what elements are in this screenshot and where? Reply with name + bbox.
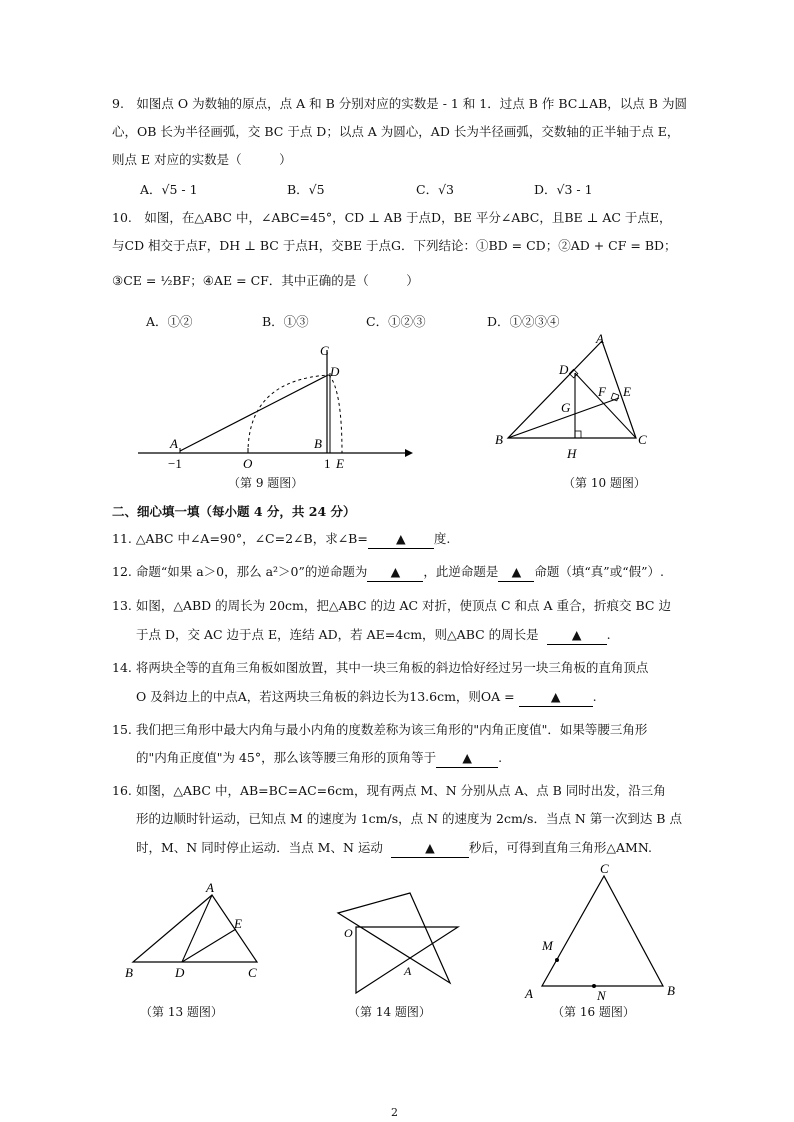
q12-mid: ，此逆命题是 [423,564,499,579]
q9-option-c: C．√3 [416,182,454,197]
q9-line-2: 心，OB 长为半径画弧，交 BC 于点 D；以点 A 为圆心，AD 长为半径画弧，交数轴的正半轴于点 E， [112,124,680,139]
q11-post: 度. [433,531,451,546]
q14-text: O 及斜边上的中点A，若这两块三角板的斜边长为13.6cm，则OA = [136,689,515,704]
q15-line-1: 15. 我们把三角形中最大内角与最小内角的度数差称为该三角形的"内角正度值"．如果等腰三角形 [112,722,648,737]
label-a: A [525,986,533,1001]
q13-line-1: 13. 如图，△ABD 的周长为 20cm，把△ABC 的边 AC 对折，使顶点 C 和点 A 重合，折痕交 BC 边 [112,598,671,613]
q11-text: 11. △ABC 中∠A=90°，∠C=2∠B，求∠B= [112,531,368,546]
point-m [555,958,559,962]
label-g: G [561,400,571,415]
label-c: C [638,432,647,447]
q10-line-3: ③CE = ½BF；④AE = CF．其中正确的是（ ） [112,273,419,288]
label-a: A [596,331,604,346]
label-b: B [125,965,133,980]
q15-text: 的"内角正度值"为 45°，那么该等腰三角形的顶角等于 [136,750,437,765]
segment-ad [182,895,212,962]
label-a: A [206,880,214,895]
label-e: E [623,384,631,399]
label-d: D [559,362,569,377]
label-e: E [234,916,242,931]
q10-option-c: C．①②③ [366,314,426,329]
q9-line-3: 则点 E 对应的实数是（ ） [112,152,292,167]
q13-post: . [606,627,611,642]
q16-line-1: 16. 如图，△ABC 中，AB=BC=AC=6cm，现有两点 M、N 分别从点 A、点 B 同时出发，沿三角 [112,783,666,798]
q11-answer-blank[interactable]: ▲ [368,530,434,549]
q16-text: 时，M、N 同时停止运动．当点 M、N 运动 [136,840,383,855]
line-cd [575,373,636,438]
q12-text: 12. 命题“如果 a＞0，那么 a²＞0”的逆命题为 [112,564,368,579]
segment-de [182,929,236,962]
figure-13 [120,877,270,982]
arc-de [329,375,342,453]
label-b: B [667,983,675,998]
q11 [112,530,450,549]
q16-line-3 [136,839,652,858]
label-o: O [243,456,253,471]
q10-option-d: D．①②③④ [487,314,560,329]
q15-post: . [498,750,503,765]
figure-10-caption: （第 10 题图） [563,476,646,490]
q13-line-2 [136,626,611,645]
label-one: 1 [324,456,331,471]
q9-option-a: A．√5 - 1 [140,182,198,197]
q12-post: 命题（填“真”或“假”）. [534,564,664,579]
q9-option-d: D．√3 - 1 [534,182,593,197]
q15-line-2 [136,749,502,768]
label-n: N [597,988,606,1003]
section-2-title: 二、细心填一填（每小题 4 分，共 24 分） [112,504,356,519]
label-c: C [600,861,609,876]
label-m: M [542,938,553,953]
triangle-1 [338,893,450,983]
label-a: A [170,436,178,451]
q14-answer-blank[interactable]: ▲ [519,688,593,707]
triangle-abc [542,876,663,986]
figure-14-caption: （第 14 题图） [348,1005,431,1019]
figure-13-caption: （第 13 题图） [140,1005,223,1019]
figure-14 [330,885,465,1000]
q14-line-1: 14. 将两块全等的直角三角板如图放置，其中一块三角板的斜边恰好经过另一块三角板的直角顶点 [112,660,649,675]
q14-line-2 [136,688,597,707]
label-b: B [495,432,503,447]
label-d: D [330,364,340,379]
q16-answer-blank[interactable]: ▲ [391,839,469,858]
right-angle-h [575,431,581,438]
figure-16-caption: （第 16 题图） [552,1005,635,1019]
q12-answer-blank-1[interactable]: ▲ [367,563,423,582]
q9-line-1: 9. 如图点 O 为数轴的原点，点 A 和 B 分别对应的实数是 - 1 和 1．过点 B 作 BC⊥AB，以点 B 为圆 [112,96,687,111]
q16-line-2: 形的边顺时针运动，已知点 M 的速度为 1cm/s，点 N 的速度为 2cm/s．当点 N 第一次到达 B 点 [136,811,682,826]
label-e: E [336,456,344,471]
page-number: 2 [391,1106,398,1119]
q10-line-2: 与CD 相交于点F，DH ⊥ BC 于点H，交BE 于点G．下列结论：①BD = CD；②AD + CF = BD； [112,238,677,253]
axis-arrow [405,449,413,457]
label-d: D [175,965,185,980]
figure-9-caption: （第 9 题图） [228,476,304,490]
q10-option-b: B．①③ [262,314,309,329]
q9-option-b: B．√5 [287,182,325,197]
q16-post: 秒后，可得到直角三角形△AMN. [468,840,652,855]
label-a: A [404,964,412,978]
q13-text: 于点 D，交 AC 边于点 E，连结 AD，若 AE=4cm，则△ABC 的周长是 [136,627,539,642]
q14-post: . [592,689,597,704]
q10-line-1: 10. 如图，在△ABC 中，∠ABC=45°，CD ⊥ AB 于点D，BE 平分∠ABC，且BE ⊥ AC 于点E， [112,210,672,225]
q13-answer-blank[interactable]: ▲ [547,626,607,645]
label-f: F [598,384,606,399]
label-minus-one: −1 [168,456,182,471]
triangle-2 [356,927,458,993]
q10-option-a: A．①② [146,314,193,329]
label-b: B [314,436,322,451]
triangle-abc [508,341,636,438]
point-n [592,984,596,988]
label-c: C [320,343,329,358]
figure-10 [490,328,660,463]
figure-16 [520,858,690,1008]
q12-answer-blank-2[interactable]: ▲ [498,563,534,582]
segment-ad [180,375,328,451]
q15-answer-blank[interactable]: ▲ [436,749,498,768]
figure-9 [130,338,415,473]
q12 [112,563,664,582]
label-c: C [248,965,257,980]
label-o: O [344,926,353,940]
label-h: H [567,446,577,461]
